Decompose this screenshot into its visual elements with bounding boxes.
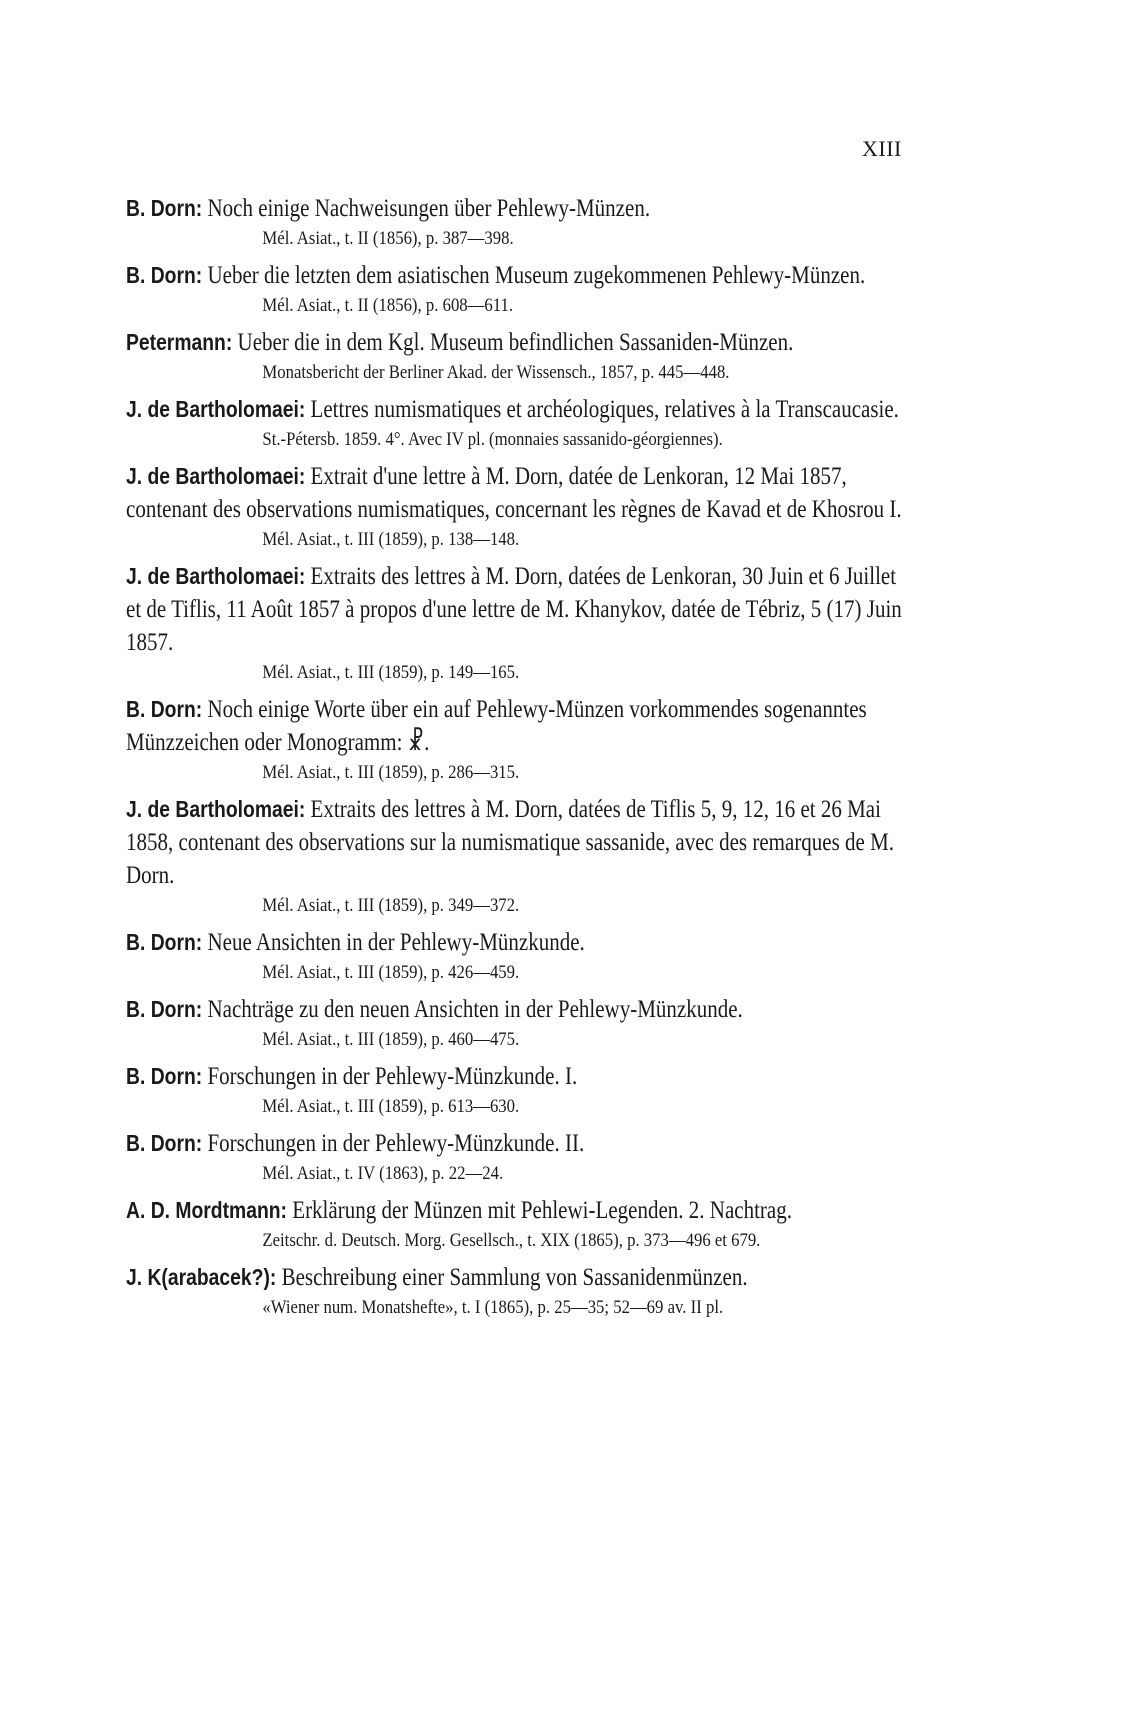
entry-author: J. de Bartholomaei:	[126, 396, 306, 422]
entry-citation: Mél. Asiat., t. IV (1863), p. 22—24.	[262, 1163, 504, 1184]
bibliography-list	[126, 192, 916, 1328]
entry-author: J. de Bartholomaei:	[126, 796, 306, 822]
entry-author: B. Dorn:	[126, 696, 203, 722]
bibliography-entry	[126, 259, 916, 318]
bibliography-entry	[126, 326, 916, 385]
entry-title: Lettres numismatiques et archéologiques, relatives à la Transcaucasie.	[310, 396, 899, 423]
entry-citation: Mél. Asiat., t. II (1856), p. 387—398.	[262, 228, 514, 249]
entry-citation: Mél. Asiat., t. III (1859), p. 426—459.	[262, 962, 520, 983]
entry-title: Noch einige Nachweisungen über Pehlewy-Münzen.	[207, 195, 651, 222]
bibliography-entry	[126, 1261, 916, 1320]
entry-heading	[126, 693, 916, 759]
bibliography-entry	[126, 460, 916, 552]
bibliography-entry	[126, 926, 916, 985]
entry-author: A. D. Mordtmann:	[126, 1197, 287, 1223]
entry-citation: Mél. Asiat., t. III (1859), p. 149—165.	[262, 662, 520, 683]
entry-citation: «Wiener num. Monatshefte», t. I (1865), p. 25—35; 52—69 av. II pl.	[262, 1297, 724, 1318]
bibliography-entry	[126, 1194, 916, 1253]
entry-heading	[126, 1261, 916, 1294]
bibliography-entry	[126, 993, 916, 1052]
entry-author: Petermann:	[126, 329, 233, 355]
entry-citation: Mél. Asiat., t. III (1859), p. 138—148.	[262, 529, 520, 550]
entry-author: B. Dorn:	[126, 996, 203, 1022]
entry-citation: Mél. Asiat., t. III (1859), p. 613—630.	[262, 1096, 520, 1117]
entry-author: B. Dorn:	[126, 1063, 203, 1089]
page-number: XIII	[862, 136, 902, 161]
entry-title: Forschungen in der Pehlewy-Münzkunde. I.	[207, 1063, 578, 1090]
entry-citation: Monatsbericht der Berliner Akad. der Wissensch., 1857, p. 445—448.	[262, 362, 730, 383]
entry-title: Forschungen in der Pehlewy-Münzkunde. II.	[207, 1130, 585, 1157]
entry-heading	[126, 192, 916, 225]
entry-title: Extrait d'une lettre à M. Dorn, datée de Lenkoran, 12 Mai 1857, contenant des observations numismatiques, concernant les règnes de Kavad et de Khosrou I.	[126, 463, 902, 523]
entry-citation: Zeitschr. d. Deutsch. Morg. Gesellsch., t. XIX (1865), p. 373—496 et 679.	[262, 1230, 761, 1251]
entry-citation: Mél. Asiat., t. III (1859), p. 286—315.	[262, 762, 520, 783]
entry-heading	[126, 1060, 916, 1093]
entry-title: Extraits des lettres à M. Dorn, datées de Lenkoran, 30 Juin et 6 Juillet et de Tiflis, 11 Août 1857 à propos d'une lettre de M. Khanykov, datée de Tébriz, 5 (17) Juin 1857.	[126, 563, 902, 656]
bibliography-entry	[126, 1060, 916, 1119]
entry-citation: Mél. Asiat., t. II (1856), p. 608—611.	[262, 295, 514, 316]
entry-author: J. de Bartholomaei:	[126, 463, 306, 489]
entry-heading	[126, 926, 916, 959]
entry-heading	[126, 1127, 916, 1160]
entry-title: Noch einige Worte über ein auf Pehlewy-Münzen vorkommendes sogenanntes Münzzeichen oder Monogramm: ☧.	[126, 696, 867, 756]
entry-citation: Mél. Asiat., t. III (1859), p. 460—475.	[262, 1029, 520, 1050]
entry-heading	[126, 793, 916, 892]
entry-heading	[126, 326, 916, 359]
bibliography-entry	[126, 393, 916, 452]
entry-title: Extraits des lettres à M. Dorn, datées de Tiflis 5, 9, 12, 16 et 26 Mai 1858, contenant des observations sur la numismatique sassanide, avec des remarques de M. Dorn.	[126, 796, 895, 889]
entry-title: Ueber die in dem Kgl. Museum befindlichen Sassaniden-Münzen.	[237, 329, 794, 356]
bibliography-entry	[126, 560, 916, 685]
entry-author: J. de Bartholomaei:	[126, 563, 306, 589]
entry-citation: Mél. Asiat., t. III (1859), p. 349—372.	[262, 895, 520, 916]
bibliography-entry	[126, 693, 916, 785]
entry-author: B. Dorn:	[126, 195, 203, 221]
entry-title: Nachträge zu den neuen Ansichten in der Pehlewy-Münzkunde.	[207, 996, 743, 1023]
entry-citation: St.-Pétersb. 1859. 4°. Avec IV pl. (monnaies sassanido-géorgiennes).	[262, 429, 723, 450]
bibliography-entry	[126, 192, 916, 251]
entry-title: Erklärung der Münzen mit Pehlewi-Legenden. 2. Nachtrag.	[292, 1197, 792, 1224]
entry-author: B. Dorn:	[126, 262, 203, 288]
entry-heading	[126, 460, 916, 526]
entry-heading	[126, 560, 916, 659]
entry-heading	[126, 393, 916, 426]
entry-title: Beschreibung einer Sammlung von Sassanidenmünzen.	[281, 1264, 748, 1291]
entry-author: B. Dorn:	[126, 1130, 203, 1156]
bibliography-entry	[126, 793, 916, 918]
entry-heading	[126, 259, 916, 292]
entry-title: Neue Ansichten in der Pehlewy-Münzkunde.	[207, 929, 585, 956]
entry-heading	[126, 1194, 916, 1227]
bibliography-entry	[126, 1127, 916, 1186]
entry-heading	[126, 993, 916, 1026]
entry-title: Ueber die letzten dem asiatischen Museum zugekommenen Pehlewy-Münzen.	[207, 262, 866, 289]
entry-author: B. Dorn:	[126, 929, 203, 955]
entry-author: J. K(arabacek?):	[126, 1264, 277, 1290]
